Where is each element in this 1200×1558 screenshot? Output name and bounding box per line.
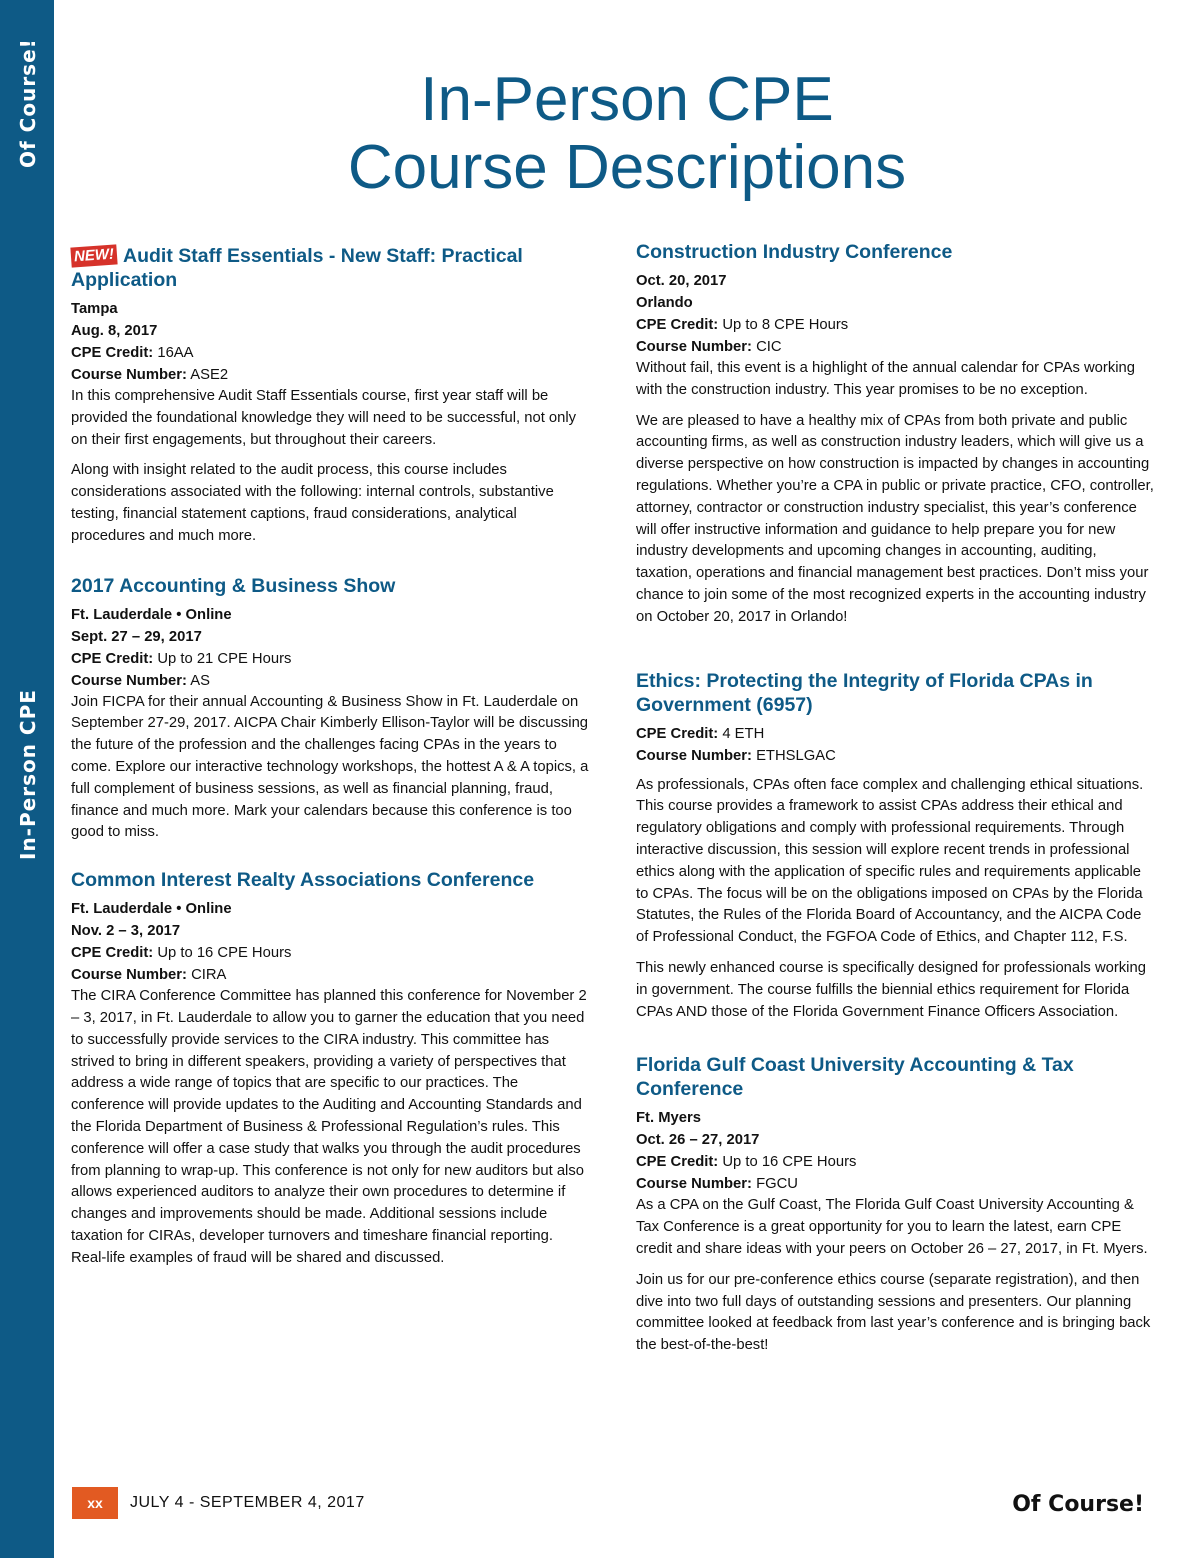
course-description: Join us for our pre-conference ethics course (separate registration), and then dive into two full days of outstanding sessions and presenters. Our planning committee looked at feedback from last year’s conference and is bringing back the best-of-the-best! (636, 1271, 1151, 1354)
course-location: Ft. Lauderdale • Online (71, 606, 232, 623)
course-title: Florida Gulf Coast University Accounting & Tax Conference (636, 1054, 1074, 1101)
course-cira (71, 868, 591, 1269)
sidebar-band (0, 0, 54, 1558)
course-description: We are pleased to have a healthy mix of CPAs from both private and public accounting firms, as well as construction industry leaders, which will give us a diverse perspective on how construction is impacted by changes in accounting regulations. Whether you’re a CPA in public or private practice, CFO, controller, attorney, contractor or construction industry specialist, this year’s conference will offer instructive information and guidance to help prepare you for new industry developments and upcoming changes in accounting, auditing, taxation, operations and financial management best practices. Don’t miss your chance to join some of the most recognized experts in the accounting industry on October 20, 2017 in Orlando! (636, 412, 1154, 625)
course-date: Aug. 8, 2017 (71, 323, 158, 339)
course-description: The CIRA Conference Committee has planned this conference for November 2 – 3, 2017, in Ft. Lauderdale to allow you to garner the education that you need to successfully provide services to the CIRA industry. This committee has strived to bring in different speakers, providing a variety of perspectives that address a wide range of topics that are specific to our practices. The conference will provide updates to the Auditing and Accounting Standards and the Florida Department of Business & Professional Regulation’s rules. This conference will offer a case study that walks you through the audit procedures from planning to wrap-up. This conference is not only for new auditors but also allows experienced auditors to analyze their own procedures to determine if changes and improvements should be made. Additional sessions include taxation for CIRAs, developer turnovers and timeshare financial reporting. Real-life examples of fraud will be shared and discussed. (71, 988, 587, 1266)
course-number: Course Number: FGCU (636, 1176, 798, 1193)
course-construction (636, 240, 1156, 629)
course-cpe-credit: CPE Credit: Up to 8 CPE Hours (636, 317, 849, 333)
course-date: Sept. 27 – 29, 2017 (71, 628, 202, 645)
page-number: xx (72, 1487, 118, 1519)
course-number: Course Number: AS (71, 672, 210, 689)
course-cpe-credit: CPE Credit: Up to 16 CPE Hours (636, 1154, 857, 1171)
course-location: Tampa (71, 301, 118, 317)
course-description: Join FICPA for their annual Accounting & Business Show in Ft. Lauderdale on September 27-29, 2017. AICPA Chair Kimberly Ellison-Taylor will be discussing the future of the profession and the challenges facing CPAs in the years to come. Explore our interactive technology workshops, the hottest A & A topics, a full complement of business sessions, as well as financial planning, fraud, finance and much more. Mark your calendars because this conference is too good to miss. (71, 693, 589, 841)
course-description: As a CPA on the Gulf Coast, The Florida Gulf Coast University Accounting & Tax Conference is a great opportunity for you to learn the latest, earn CPE credit and share ideas with your peers on October 26 – 27, 2017, in Ft. Myers. (636, 1197, 1148, 1257)
right-column (636, 240, 1156, 1381)
course-location: Ft. Lauderdale • Online (71, 901, 232, 918)
course-title: Construction Industry Conference (636, 241, 953, 263)
course-accounting-business-show (71, 574, 591, 845)
footer-brand: Of Course! (1012, 1492, 1144, 1517)
course-description: As professionals, CPAs often face complex and challenging ethical situations. This course provides a framework to assist CPAs address their ethical and regulatory obligations and comply with professional requirements. Through interactive discussion, this session will explore recent trends in professional ethics along with the application of specific rules and requirements applicable to CPAs. The focus will be on the obligations imposed on CPAs by the Florida Statutes, the Rules of the Florida Board of Accountancy, and the AICPA Code of Professional Conduct, the FGFOA Code of Ethics, and Chapter 112, F.S. (636, 776, 1144, 946)
course-number: Course Number: ETHSLGAC (636, 747, 836, 764)
course-title: NEW! Audit Staff Essentials - New Staff: Practical Application (71, 245, 523, 291)
course-description: Without fail, this event is a highlight of the annual calendar for CPAs working with the construction industry. This year promises to be no exception. (636, 360, 1135, 398)
course-fgcu (636, 1053, 1156, 1357)
course-cpe-credit: CPE Credit: Up to 21 CPE Hours (71, 650, 292, 667)
course-description: This newly enhanced course is specifically designed for professionals working in government. The course fulfills the biennial ethics requirement for Florida CPAs AND those of the Florida Government Finance Officers Association. (636, 959, 1146, 1020)
page-title (54, 66, 1200, 202)
course-cpe-credit: CPE Credit: Up to 16 CPE Hours (71, 945, 292, 962)
new-badge: NEW! (70, 244, 117, 267)
page-title-line1: In-Person CPE (420, 65, 834, 134)
course-description: Along with insight related to the audit process, this course includes considerations associated with the following: internal controls, substantive testing, financial statement captions, fraud considerations, analytical procedures and much more. (71, 462, 554, 544)
course-date: Nov. 2 – 3, 2017 (71, 923, 181, 940)
course-location: Orlando (636, 295, 693, 311)
course-title: 2017 Accounting & Business Show (71, 574, 396, 597)
course-title: Common Interest Realty Associations Conference (71, 869, 535, 892)
course-cpe-credit: CPE Credit: 16AA (71, 345, 194, 361)
course-location: Ft. Myers (636, 1110, 701, 1127)
course-date: Oct. 20, 2017 (636, 273, 727, 289)
page-title-line2: Course Descriptions (347, 133, 907, 202)
sidebar-top-label: Of Course! (16, 38, 40, 168)
issue-date-range: JULY 4 - SEPTEMBER 4, 2017 (130, 1494, 365, 1511)
course-date: Oct. 26 – 27, 2017 (636, 1132, 760, 1149)
course-description: In this comprehensive Audit Staff Essentials course, first year staff will be provided the foundational knowledge they will need to be successful, not only on their first engagements, but throughout their careers. (71, 388, 577, 448)
course-number: Course Number: ASE2 (71, 367, 229, 383)
left-column (71, 240, 591, 1294)
course-audit-staff (71, 244, 591, 548)
course-number: Course Number: CIRA (71, 967, 227, 984)
course-cpe-credit: CPE Credit: 4 ETH (636, 725, 765, 742)
sidebar-section-label: In-Person CPE (16, 689, 40, 860)
course-ethics (636, 669, 1156, 1024)
course-title: Ethics: Protecting the Integrity of Florida CPAs in Government (6957) (636, 669, 1093, 716)
course-number: Course Number: CIC (636, 339, 782, 355)
